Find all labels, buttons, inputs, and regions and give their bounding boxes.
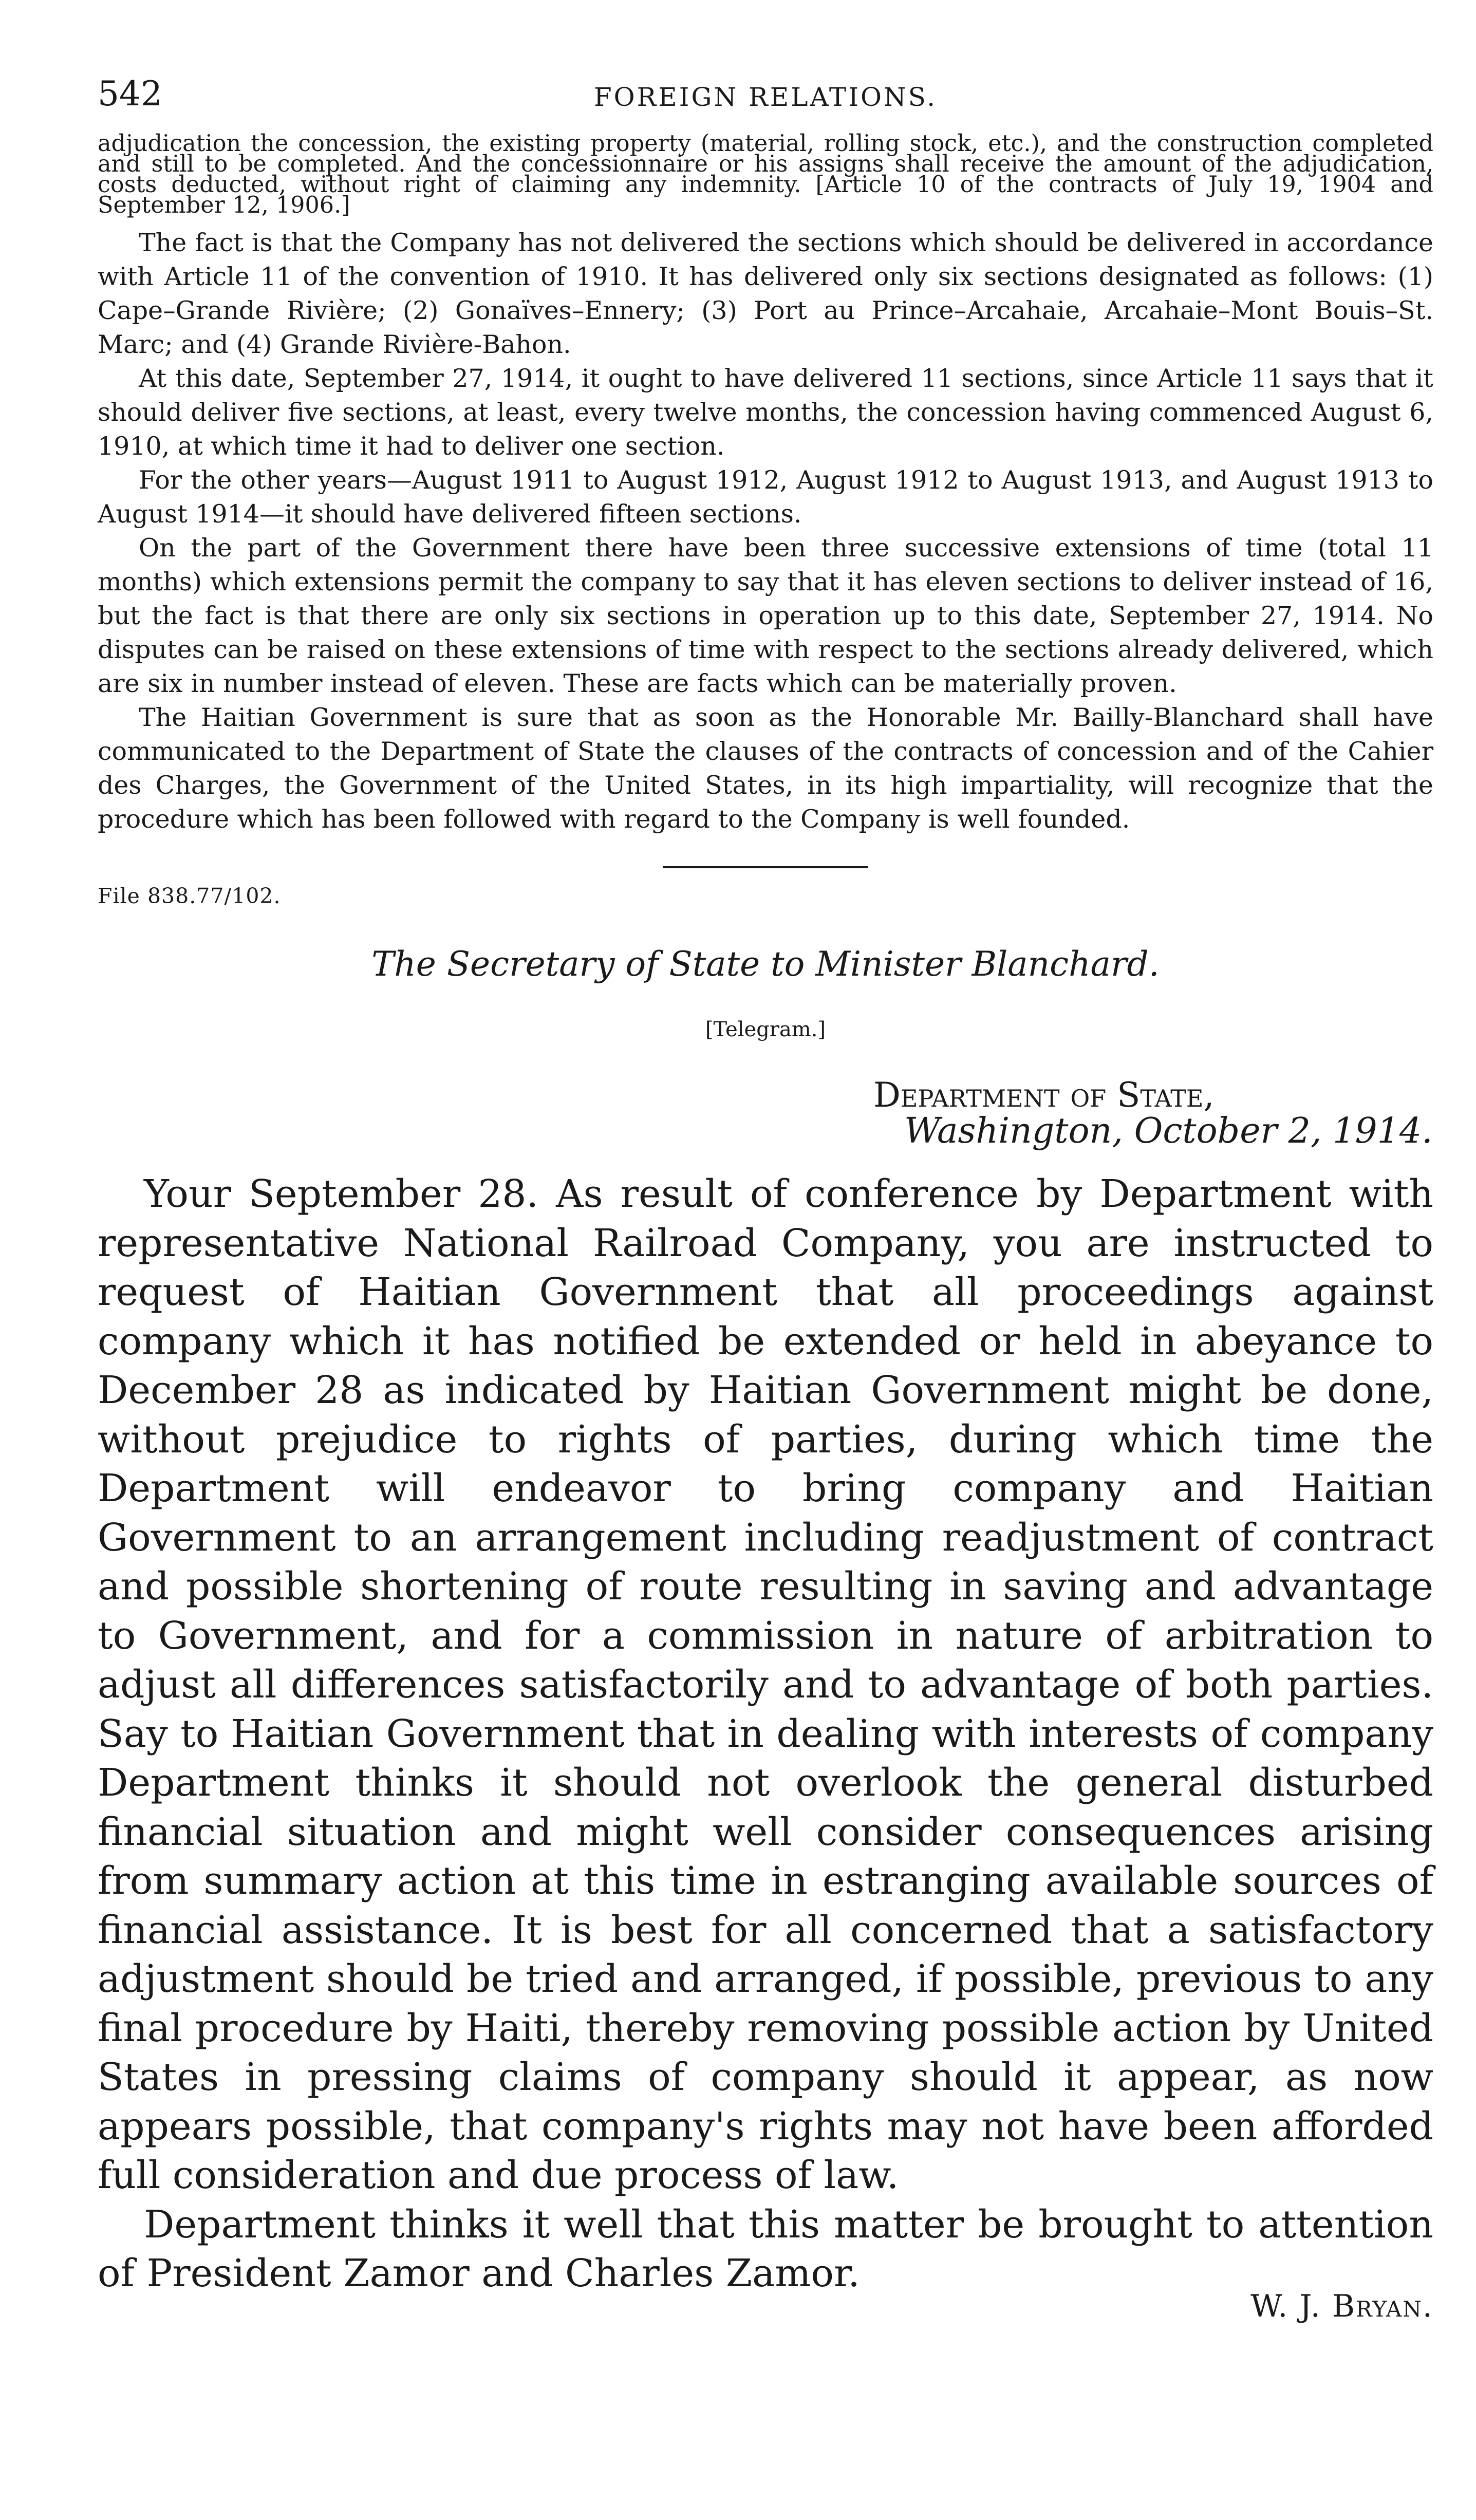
telegram-paragraph-2: Department thinks it well that this matter be brought to attention of President Zamor and Charles Zamor. [98,2202,1433,2295]
body-paragraph-3: For the other years—August 1911 to August 1912, August 1912 to August 1913, and August 1913 to August 1914—it should have delivered fifteen sections. [98,465,1433,529]
telegram-paragraph-1: Your September 28. As result of conference by Department with representative National Railroad Company, you are instructed to request of Haitian Government that all proceedings against company which it has notified be extended or held in abeyance to December 28 as indicated by Haitian Government might be done, without prejudice to rights of parties, during which time the Department will endeavor to bring company and Haitian Government to an arrangement including readjustment of contract and possible shortening of route resulting in saving and advantage to Government, and for a commission in nature of arbitration to adjust all differences satisfactorily and to advantage of both parties. Say to Haitian Government that in dealing with interests of company Department thinks it should not overlook the general disturbed financial situation and might well consider consequences arising from summary action at this time in estranging available sources of financial assistance. It is best for all concerned that a satisfactory adjustment should be tried and arranged, if possible, previous to any final procedure by Haiti, thereby removing possible action by United States in pressing claims of company should it appear, as now appears possible, that company's rights may not have been afforded full consideration and due process of law. [98,1172,1433,2197]
body-paragraph-2: At this date, September 27, 1914, it ought to have delivered 11 sections, since Article 11 says that it should deliver five sections, at least, every twelve months, the concession having commenced August 6, 1910, at which time it had to deliver one section. [98,364,1433,461]
body-paragraph-4: On the part of the Government there have been three successive extensions of time (total 11 months) which extensions permit the company to say that it has eleven sections to deliver instead of 16, but the fact is that there are only six sections in operation up to this date, September 27, 1914. No disputes can be raised on these extensions of time with respect to the sections already delivered, which are six in number instead of eleven. These are facts which can be materially proven. [98,533,1433,698]
page-number: 542 [98,74,162,114]
signature: W. J. Bryan. [1250,2288,1433,2324]
document-title: The Secretary of State to Minister Blanchard. [371,944,1160,984]
page-header [98,74,1433,134]
running-head: FOREIGN RELATIONS. [593,82,938,112]
section-divider [663,866,868,868]
telegram-label: [Telegram.] [705,1018,826,1041]
department-name: Department of State, [873,1075,1215,1115]
dateline [98,1077,1433,1149]
page [98,74,1433,2324]
body-paragraph-1: The fact is that the Company has not delivered the sections which should be delivered in accordance with Article 11 of the convention of 1910. It has delivered only six sections designated as follows: (1) Cape–Grande Rivière; (2) Gonaïves–Ennery; (3) Port au Prince–Arcahaie, Arcahaie–Mont Bouis–St. Marc; and (4) Grande Rivière-Bahon. [98,228,1433,359]
quoted-article-text: adjudication the concession, the existing property (material, rolling stock, etc.), and the construction completed and still to be completed. And the concessionnaire or his assigns shall receive the amount of the adjudication, costs deducted, without right of claiming any indemnity. [Article 10 of the contracts of July 19, 1904 and September 12, 1906.] [98,130,1433,218]
body-paragraph-5: The Haitian Government is sure that as soon as the Honorable Mr. Bailly-Blanchard shall have communicated to the Department of State the clauses of the contracts of concession and of the Cahier des Charges, the Government of the United States, in its high impartiality, will recognize that the procedure which has been followed with regard to the Company is well founded. [98,703,1433,834]
file-number: File 838.77/102. [98,884,281,908]
place-date: Washington, October 2, 1914. [904,1111,1433,1151]
